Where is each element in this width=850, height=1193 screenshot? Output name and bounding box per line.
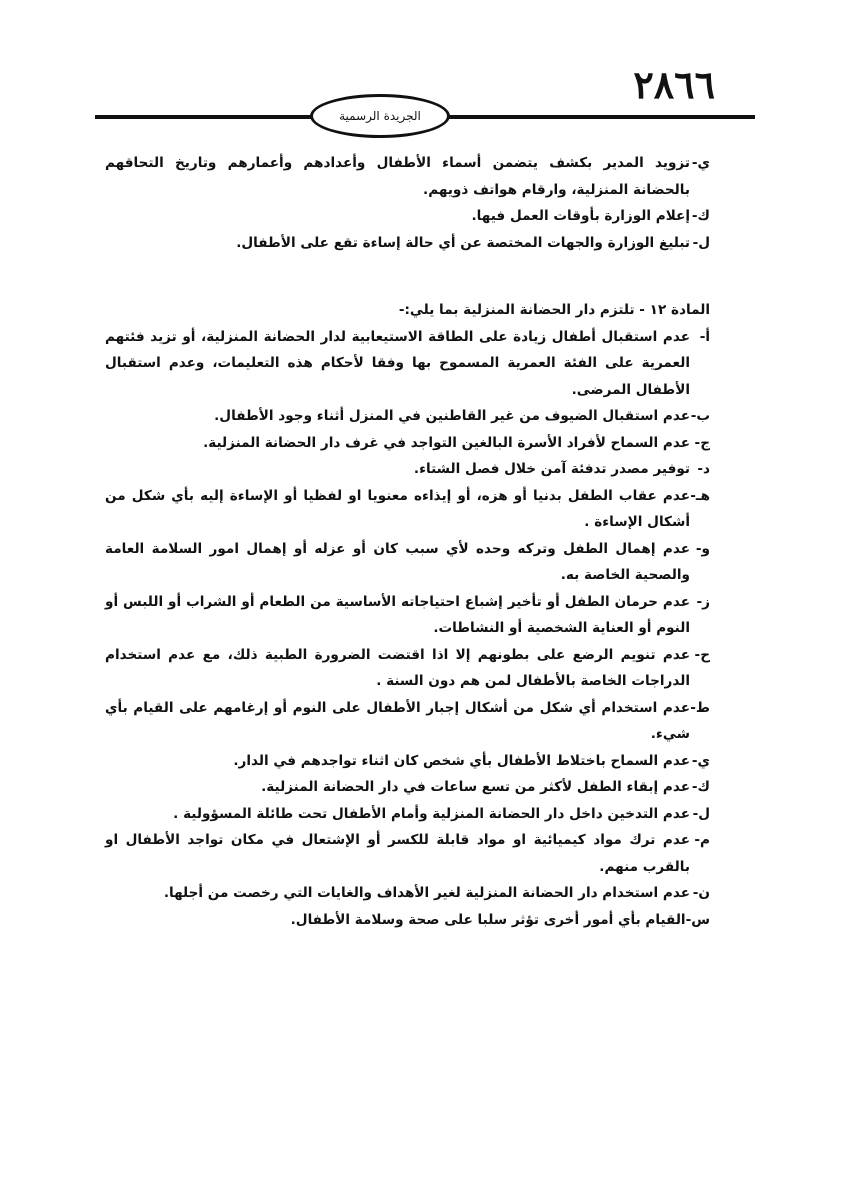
item-text: تزويد المدير بكشف يتضمن أسماء الأطفال وأعدادهم وأعمارهم وتاريخ التحاقهم بالحضانة المنزلية، وارقام هواتف ذويهم. — [105, 155, 690, 198]
item-text: تبليغ الوزارة والجهات المختصة عن أي حالة إساءة تقع على الأطفال. — [236, 234, 690, 251]
list-item — [105, 827, 710, 880]
item-marker: ك- — [691, 779, 710, 795]
list-item — [105, 456, 710, 483]
item-text: عدم السماح لأفراد الأسرة البالغين التواجد في غرف دار الحضانة المنزلية. — [203, 434, 690, 451]
item-text: عدم حرمان الطفل أو تأخير إشباع احتياجاته الأساسية من الطعام أو الشراب أو اللبس أو النوم أو العناية الشخصية أو النشاطات. — [105, 593, 690, 636]
item-text: توفير مصدر تدفئة آمن خلال فصل الشتاء. — [413, 461, 690, 477]
item-text: القيام بأي أمور أخرى تؤثر سلبا على صحة وسلامة الأطفال. — [290, 911, 686, 928]
list-item — [105, 880, 710, 907]
gazette-title-oval — [310, 94, 450, 138]
item-marker: س- — [685, 911, 710, 928]
item-marker: ح- — [694, 646, 710, 663]
item-text: عدم إبقاء الطفل لأكثر من تسع ساعات في دار الحضانة المنزلية. — [261, 779, 690, 795]
item-text: إعلام الوزارة بأوقات العمل فيها. — [471, 208, 690, 224]
item-marker: م- — [694, 832, 710, 848]
page-number: ٢٨٦٦ — [633, 62, 715, 107]
item-marker: ز- — [696, 593, 710, 610]
item-marker: ن- — [692, 885, 710, 901]
item-marker: أ- — [699, 328, 710, 345]
item-text: عدم تنويم الرضع على بطونهم إلا اذا اقتضت الضرورة الطبية ذلك، مع عدم استخدام الدراجات الخاصة بالأطفال لمن هم دون السنة . — [105, 646, 690, 689]
item-text: عدم استخدام دار الحضانة المنزلية لغير الأهداف والغايات التي رخصت من أجلها. — [163, 885, 690, 901]
list-item — [105, 774, 710, 801]
list-item — [105, 150, 710, 203]
item-marker: د- — [697, 461, 710, 477]
item-text: عدم السماح باختلاط الأطفال بأي شخص كان اثناء تواجدهم في الدار. — [233, 752, 690, 769]
item-marker: ك- — [691, 208, 710, 224]
item-marker: ط- — [690, 699, 710, 716]
list-item — [105, 483, 710, 536]
item-marker: ل- — [692, 805, 710, 822]
gazette-title: الجريدة الرسمية — [339, 109, 421, 123]
item-text: عدم ترك مواد كيميائية او مواد قابلة للكسر أو الإشتعال في مكان تواجد الأطفال او بالقرب منهم. — [105, 832, 690, 875]
list-item — [105, 642, 710, 695]
item-text: عدم إهمال الطفل وتركه وحده لأي سبب كان أو عزله أو إهمال امور السلامة العامة والصحية الخاصة به. — [105, 540, 690, 583]
list-item — [105, 403, 710, 430]
item-text: عدم استقبال أطفال زيادة على الطاقة الاستيعابية لدار الحضانة المنزلية، أو تزيد فئتهم العمرية على الفئة العمرية المسموح بها وفقا لأحكام هذه التعليمات، وعدم استقبال الأطفال المرضى. — [105, 328, 690, 398]
item-marker: هـ- — [690, 487, 710, 504]
list-item — [105, 748, 710, 775]
article-12 — [105, 297, 710, 933]
list-item — [105, 536, 710, 589]
list-item — [105, 695, 710, 748]
list-item — [105, 801, 710, 828]
item-text: عدم استخدام أي شكل من أشكال إجبار الأطفال على النوم أو إرغامهم على القيام بأي شيء. — [105, 699, 690, 742]
item-text: عدم استقبال الضيوف من غير القاطنين في المنزل أثناء وجود الأطفال. — [214, 408, 690, 424]
item-marker: ي- — [691, 155, 710, 171]
item-text: عدم عقاب الطفل بدنيا أو هزه، أو إيذاءه معنويا او لفظيا أو الإساءة إليه بأي شكل من أشكال الإساءة . — [105, 487, 690, 530]
item-marker: ل- — [692, 234, 710, 251]
item-text: عدم التدخين داخل دار الحضانة المنزلية وأمام الأطفال تحت طائلة المسؤولية . — [173, 805, 690, 822]
list-item — [105, 324, 710, 404]
item-marker: ي- — [691, 752, 710, 769]
list-item — [105, 907, 710, 934]
item-marker: ج- — [694, 434, 710, 451]
item-marker: و- — [695, 540, 710, 557]
list-item — [105, 203, 710, 230]
item-marker: ب- — [690, 408, 710, 424]
continued-items — [105, 150, 710, 256]
article-heading: المادة ١٢ - تلتزم دار الحضانة المنزلية بما يلي:- — [398, 302, 710, 318]
list-item — [105, 230, 710, 257]
list-item — [105, 589, 710, 642]
list-item — [105, 430, 710, 457]
